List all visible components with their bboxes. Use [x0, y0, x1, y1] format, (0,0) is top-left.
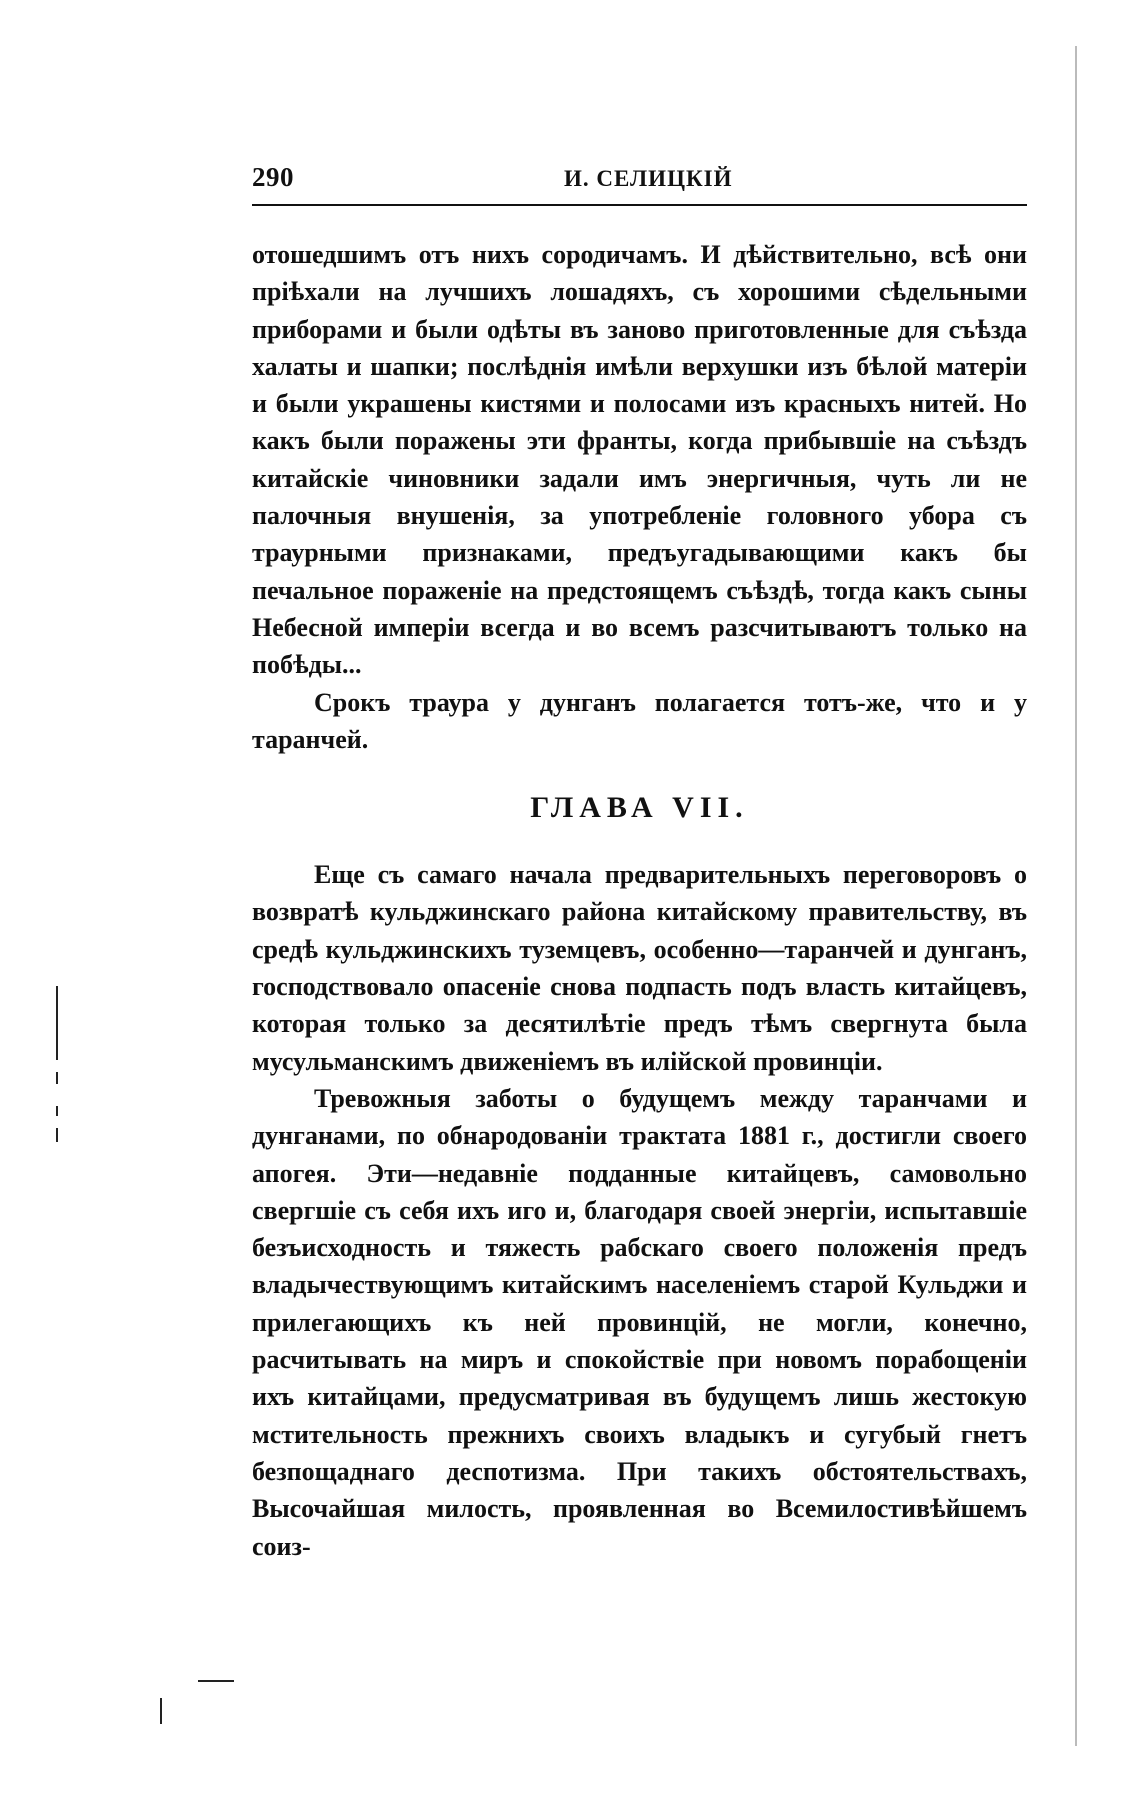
paragraph-1: отошедшимъ отъ нихъ сородичамъ. И дѣйствительно, всѣ они пріѣхали на лучшихъ лошадяхъ, съ хорошими сѣдельными приборами и были одѣты въ заново приготовленные для съѣзда халаты и шапки; послѣднія имѣли верхушки изъ бѣлой матеріи и были украшены кистями и полосами изъ красныхъ нитей. Но какъ были поражены эти франты, когда прибывшіе на съѣздъ китайскіе чиновники задали имъ энергичныя, чуть ли не палочныя внушенія, за употребленіе головного убора съ траурными признаками, предъугадывающими какъ бы печальное пораженіе на предстоящемъ съѣздѣ, тогда какъ сыны Небесной имперіи всегда и во всемъ разсчитываютъ только на побѣды... [252, 240, 1027, 680]
chapter-title: ГЛАВА VII. [530, 791, 749, 825]
scan-mark [198, 1680, 234, 1682]
main-text [252, 236, 1027, 1565]
scan-mark [56, 986, 58, 1060]
scan-mark [56, 1072, 58, 1084]
page-number: 290 [252, 162, 294, 192]
header-rule [252, 204, 1027, 206]
scan-mark [160, 1698, 162, 1724]
running-head: И. СЕЛИЦКІЙ [564, 166, 733, 191]
paragraph-3: Еще съ самаго начала предварительныхъ переговоровъ о возвратѣ кульджинскаго района китайскому правительству, въ средѣ кульджинскихъ туземцевъ, особенно—таранчей и дунганъ, господствовало опасеніе снова подпасть подъ власть китайцевъ, которая только за десятилѣтіе предъ тѣмъ свергнута была мусульманскимъ движеніемъ въ илійской провинціи. [252, 860, 1027, 1076]
scan-mark [56, 1106, 58, 1116]
paragraph-4: Тревожныя заботы о будущемъ между таранчами и дунганами, по обнародованіи трактата 1881 г., достигли своего апогея. Эти—недавніе подданные китайцевъ, самовольно свергшіе съ себя ихъ иго и, благодаря своей энергіи, испытавшіе безъисходность и тяжесть рабскаго своего положенія предъ владычествующимъ китайскимъ населеніемъ старой Кульджи и прилегающихъ къ ней провинцій, не могли, конечно, расчитывать на миръ и спокойствіе при новомъ порабощеніи ихъ китайцами, предусматривая въ будущемъ лишь жестокую мстительность прежнихъ своихъ владыкъ и сугубый гнетъ безпощаднаго деспотизма. При такихъ обстоятельствахъ, Высочайшая милость, проявленная во Всемилостивѣйшемъ соиз- [252, 1083, 1027, 1561]
scan-mark [56, 1128, 58, 1142]
page-edge-line [1075, 46, 1077, 1746]
page-header [252, 162, 1027, 202]
paragraph-2: Срокъ траура у дунганъ полагается тотъ-же, что и у таранчей. [252, 687, 1027, 754]
